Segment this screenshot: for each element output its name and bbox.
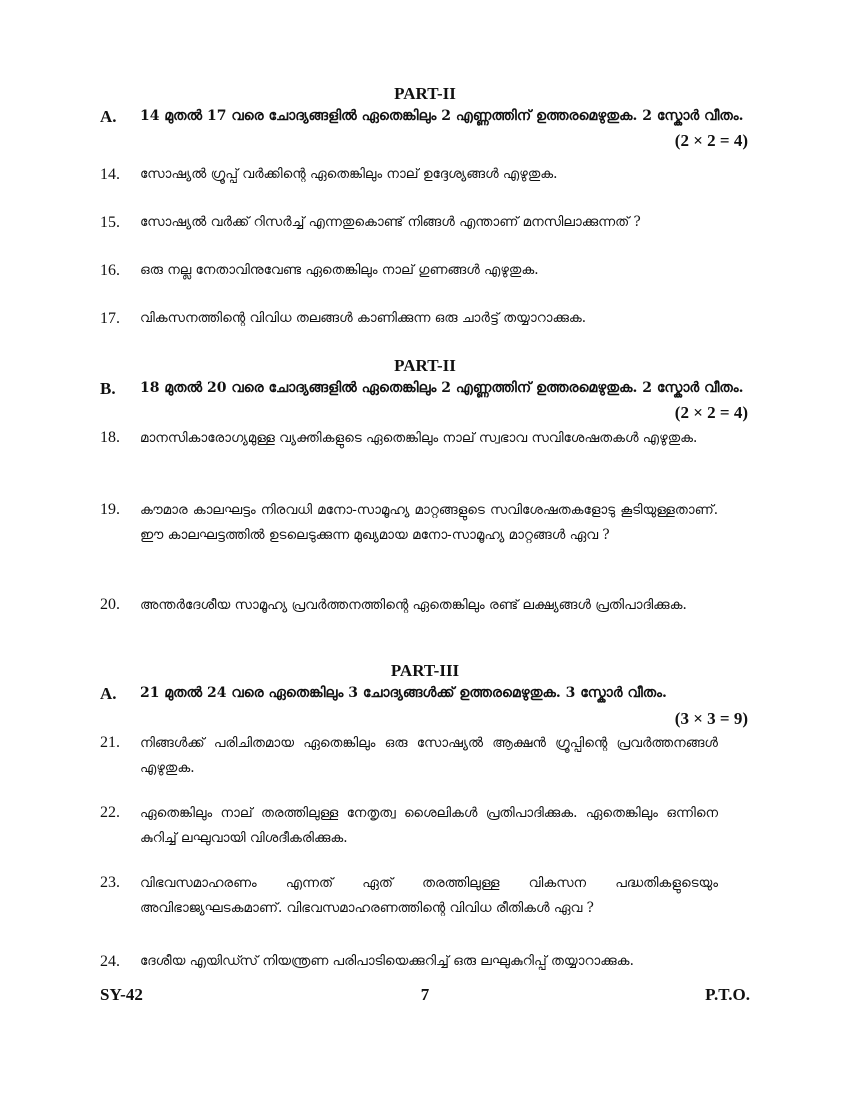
question-number: 22.: [100, 804, 120, 821]
question-text: നിങ്ങൾക്ക് പരിചിതമായ ഏതെങ്കിലും ഒരു സോഷ്യൽ ആക്ഷൻ ഗ്രൂപ്പിന്റെ പ്രവർത്തനങ്ങൾ എഴുതുക.: [140, 735, 718, 776]
section-instruction: 14 മുതൽ 17 വരെ ചോദ്യങ്ങളിൽ ഏതെങ്കിലും 2 എണ്ണത്തിന് ഉത്തരമെഴുതുക. 2 സ്കോർ വീതം.: [140, 108, 744, 124]
question-number: 19.: [100, 501, 120, 518]
section-heading: PART-II: [394, 84, 456, 103]
question-text: അന്തർദേശീയ സാമൂഹ്യ പ്രവർത്തനത്തിന്റെ ഏതെങ്കിലും രണ്ട് ലക്ഷ്യങ്ങൾ പ്രതിപാദിക്കുക.: [140, 597, 687, 613]
question-text: ഒരു നല്ല നേതാവിനുവേണ്ട ഏതെങ്കിലും നാല് ഗുണങ്ങൾ എഴുതുക.: [140, 262, 539, 278]
section-label: A.: [100, 107, 117, 126]
question-number: 24.: [100, 953, 120, 970]
question-number: 18.: [100, 429, 120, 446]
section-instruction: 18 മുതൽ 20 വരെ ചോദ്യങ്ങളിൽ ഏതെങ്കിലും 2 എണ്ണത്തിന് ഉത്തരമെഴുതുക. 2 സ്കോർ വീതം.: [140, 380, 744, 396]
section-label: B.: [100, 379, 116, 398]
question-number: 17.: [100, 310, 120, 327]
section-label: A.: [100, 684, 117, 703]
question-text: സോഷ്യൽ വർക്ക് റിസർച്ച് എന്നതുകൊണ്ട് നിങ്ങൾ എന്താണ് മനസിലാക്കുന്നത് ?: [140, 214, 641, 230]
question-text: വികസനത്തിന്റെ വിവിധ തലങ്ങൾ കാണിക്കുന്ന ഒരു ചാർട്ട് തയ്യാറാക്കുക.: [140, 310, 587, 326]
section-heading: PART-II: [394, 356, 456, 375]
question-number: 14.: [100, 166, 120, 183]
question-text: ഏതെങ്കിലും നാല് തരത്തിലുള്ള നേതൃത്വ ശൈലികൾ പ്രതിപാദിക്കുക. ഏതെങ്കിലും ഒന്നിനെ കുറിച്ച് ലഘുവായി വിശദീകരിക്കുക.: [140, 805, 718, 846]
section-marks: (2 × 2 = 4): [674, 131, 748, 150]
question-number: 21.: [100, 734, 120, 751]
question-number: 15.: [100, 214, 120, 231]
question-number: 16.: [100, 262, 120, 279]
question-text: സോഷ്യൽ ഗ്രൂപ്പ് വർക്കിന്റെ ഏതെങ്കിലും നാല് ഉദ്ദേശ്യങ്ങൾ എഴുതുക.: [140, 166, 558, 182]
section-instruction: 21 മുതൽ 24 വരെ ഏതെങ്കിലും 3 ചോദ്യങ്ങൾക്ക് ഉത്തരമെഴുതുക. 3 സ്കോർ വീതം.: [140, 685, 667, 701]
section-marks: (3 × 3 = 9): [674, 709, 748, 728]
question-text: വിഭവസമാഹരണം എന്നത് ഏത് തരത്തിലുള്ള വികസന പദ്ധതികളുടെയും അവിഭാജ്യഘടകമാണ്. വിഭവസമാഹരണത്തിന്റെ വിവിധ രീതികൾ ഏവ ?: [140, 875, 718, 916]
page-number: 7: [420, 985, 430, 1004]
question-number: 20.: [100, 596, 120, 613]
question-text: ദേശീയ എയിഡ്സ് നിയന്ത്രണ പരിപാടിയെക്കുറിച്ച് ഒരു ലഘുകുറിപ്പ് തയ്യാറാക്കുക.: [140, 953, 634, 969]
question-text: മാനസികാരോഗ്യമുള്ള വ്യക്തികളുടെ ഏതെങ്കിലും നാല് സ്വഭാവ സവിശേഷതകൾ എഴുതുക.: [140, 430, 698, 446]
section-heading: PART-III: [390, 661, 460, 680]
question-text: കൗമാര കാലഘട്ടം നിരവധി മനോ-സാമൂഹ്യ മാറ്റങ്ങളുടെ സവിശേഷതകളോടു കൂടിയുള്ളതാണ്. ഈ കാലഘട്ടത്തിൽ ഉടലെടുക്കുന്ന മുഖ്യമായ മനോ-സാമൂഹ്യ മാറ്റങ്ങൾ ഏവ ?: [140, 502, 718, 543]
section-marks: (2 × 2 = 4): [674, 403, 748, 422]
pto-label: P.T.O.: [705, 985, 750, 1004]
paper-code: SY-42: [100, 985, 143, 1004]
question-number: 23.: [100, 874, 120, 891]
